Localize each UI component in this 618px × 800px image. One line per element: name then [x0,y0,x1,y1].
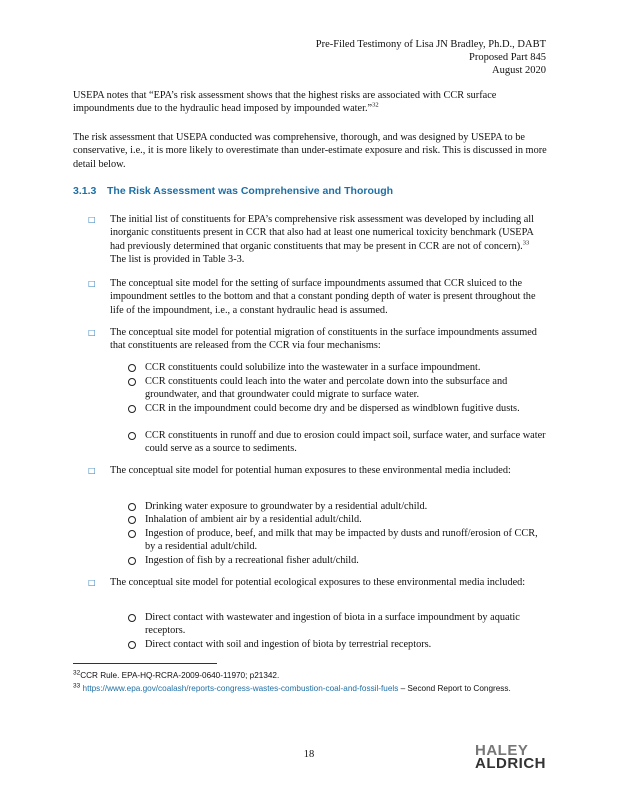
sub-bullet-text: CCR constituents could solubilize into the wastewater in a surface impoundment. [145,362,481,373]
sub-bullet-item [128,402,546,415]
bullet-tail: The list is provided in Table 3-3. [110,254,245,266]
sub-bullet-item [128,429,546,456]
sub-bullet-item [128,500,546,513]
circle-bullet-icon [128,614,136,622]
bullet-marker-icon: □ [88,328,96,337]
circle-bullet-icon [128,432,136,440]
haley-aldrich-logo [475,744,546,770]
sub-bullet-text: CCR constituents in runoff and due to erosion could impact soil, surface water, and surface water could serve as a source to sediments. [145,430,546,455]
sub-bullet-text: Direct contact with wastewater and ingestion of biota in a surface impoundment by aquatic receptors. [145,612,520,637]
bullet-item [88,464,546,477]
sub-bullet-text: Inhalation of ambient air by a residential adult/child. [145,514,362,525]
header-title: Pre-Filed Testimony of Lisa JN Bradley, Ph.D., DABT [315,39,546,50]
header-part: Proposed Part 845 [469,52,546,63]
sub-bullet-text: CCR in the impoundment could become dry and be dispersed as windblown fugitive dusts. [145,403,520,414]
circle-bullet-icon [128,405,136,413]
footnote-ref[interactable]: 33 [522,239,530,247]
logo-line2: ALDRICH [475,755,546,772]
circle-bullet-icon [128,364,136,372]
bullet-text: The conceptual site model for potential human exposures to these environmental media included: [110,465,511,476]
circle-bullet-icon [128,530,136,538]
paragraph-risk-assessment: The risk assessment that USEPA conducted was comprehensive, thorough, and was designed by USEPA to be conservative, i.e., it is more likely to overestimate than under-estimate exposure and risk. This is discussed in more detail below. [73,132,547,170]
circle-bullet-icon [128,516,136,524]
bullet-text: The conceptual site model for potential ecological exposures to these environmental media included: [110,577,526,588]
footnote-ref[interactable]: 32 [372,101,379,109]
sub-bullet-item [128,375,546,402]
footnote-text: CCR Rule. EPA-HQ-RCRA-2009-0640-11970; p21342. [80,671,280,680]
footnote-number: 32 [73,669,81,677]
sub-bullet-text: Ingestion of produce, beef, and milk that may be impacted by dusts and runoff/erosion of CCR, by a residential adult/child. [145,528,538,553]
bullet-item [88,326,546,353]
paragraph-epa-notes [73,89,547,116]
footnote-33 [73,683,547,694]
footnote-32 [73,670,547,681]
bullet-marker-icon: □ [88,578,96,587]
sub-bullet-text: CCR constituents could leach into the water and percolate down into the subsurface and groundwater, and that groundwater could migrate to surface water. [145,376,508,401]
circle-bullet-icon [128,503,136,511]
header-date: August 2020 [492,65,546,76]
section-number: 3.1.3 [73,185,97,197]
sub-bullet-item [128,527,546,554]
page-number: 18 [303,749,315,760]
footnote-divider [73,663,217,664]
bullet-text: The conceptual site model for potential migration of constituents in the surface impoundments assumed that constituents are released from the CCR via four mechanisms: [110,327,537,352]
sub-bullet-item [128,611,546,638]
bullet-text: The conceptual site model for the setting of surface impoundments assumed that CCR sluiced to the impoundment settles to the bottom and that a constant ponding depth of water is present throughout the life of the impoundment, i.e., a constant hydraulic head is assumed. [110,278,536,316]
logo-line1: HALEY [475,742,529,759]
bullet-marker-icon: □ [88,466,96,475]
footnote-number: 33 [73,682,81,690]
circle-bullet-icon [128,378,136,386]
sub-bullet-item [128,638,546,651]
bullet-text: The initial list of constituents for EPA’s comprehensive risk assessment was developed by including all inorganic constituents present in CCR that also had at least one numerical toxicity benchmark (USEPA had previously determined that organic constituents that may be present in CCR are not of concern). [110,214,535,252]
circle-bullet-icon [128,557,136,565]
footnote-link[interactable]: https://www.epa.gov/coalash/reports-congress-wastes-combustion-coal-and-fossil-fuels [82,684,399,693]
bullet-marker-icon: □ [88,279,96,288]
section-heading [73,185,393,197]
circle-bullet-icon [128,641,136,649]
sub-bullet-text: Ingestion of fish by a recreational fisher adult/child. [145,555,359,566]
paragraph-text: USEPA notes that “EPA’s risk assessment shows that the highest risks are associated with CCR surface impoundments due to the hydraulic head imposed by impounded water.” [73,90,497,115]
bullet-item [88,213,546,267]
section-title: The Risk Assessment was Comprehensive and Thorough [107,185,394,197]
bullet-item [88,277,546,317]
bullet-marker-icon: □ [88,215,96,224]
page-header [316,38,546,77]
bullet-item [88,576,546,589]
sub-bullet-item [128,513,546,526]
sub-bullet-text: Drinking water exposure to groundwater by a residential adult/child. [145,501,428,512]
sub-bullet-text: Direct contact with soil and ingestion of biota by terrestrial receptors. [145,639,432,650]
footnote-text: – Second Report to Congress. [398,684,511,693]
sub-bullet-item [128,554,546,567]
sub-bullet-item [128,361,546,374]
